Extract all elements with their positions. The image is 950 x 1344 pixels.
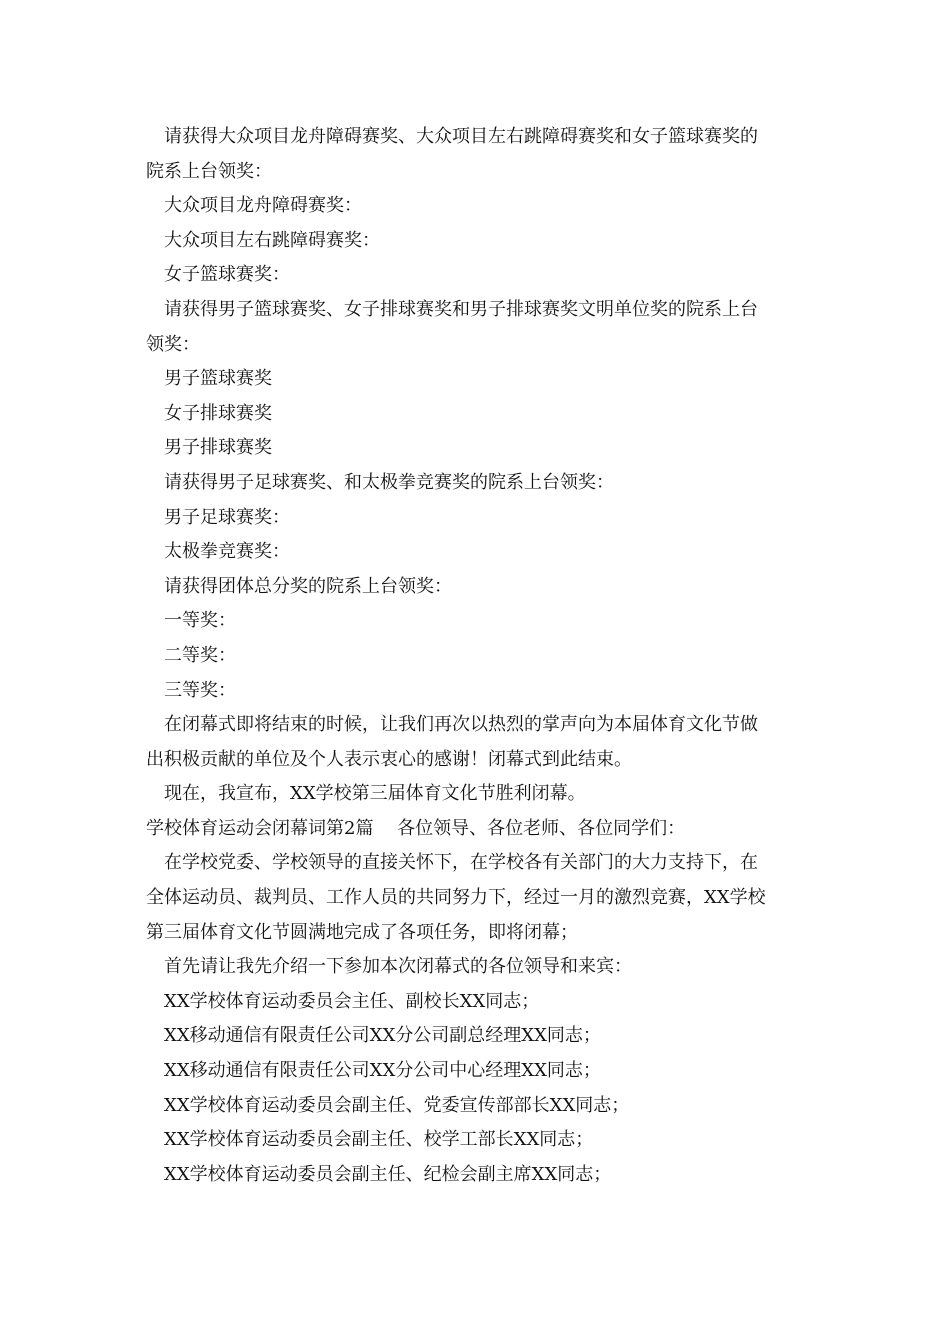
text-line: 第三届体育文化节圆满地完成了各项任务，即将闭幕； (146, 921, 578, 943)
text-line: 女子篮球赛奖： (164, 264, 290, 286)
text-line: 在闭幕式即将结束的时候，让我们再次以热烈的掌声向为本届体育文化节做 (164, 714, 758, 736)
text-line: XX移动通信有限责任公司XX分公司中心经理XX同志； (164, 1060, 601, 1082)
text-line: 大众项目左右跳障碍赛奖： (164, 229, 380, 251)
text-line: 领奖： (146, 333, 200, 355)
text-line: 学校体育运动会闭幕词第2篇 各位领导、各位老师、各位同学们： (146, 817, 686, 839)
text-line: 男子足球赛奖： (164, 506, 290, 528)
text-line: 三等奖： (164, 679, 236, 701)
text-line: 院系上台领奖： (146, 160, 272, 182)
text-line: XX学校体育运动委员会副主任、党委宣传部部长XX同志； (164, 1094, 630, 1116)
text-line: XX移动通信有限责任公司XX分公司副总经理XX同志； (164, 1025, 601, 1047)
text-line: 请获得团体总分奖的院系上台领奖： (164, 575, 452, 597)
text-line: XX学校体育运动委员会主任、副校长XX同志； (164, 990, 540, 1012)
text-line: XX学校体育运动委员会副主任、校学工部长XX同志； (164, 1129, 594, 1151)
text-line: 一等奖： (164, 610, 236, 632)
text-line: 请获得大众项目龙舟障碍赛奖、大众项目左右跳障碍赛奖和女子篮球赛奖的 (164, 126, 758, 147)
text-line: 男子排球赛奖 (164, 437, 272, 459)
text-line: 请获得男子足球赛奖、和太极拳竞赛奖的院系上台领奖： (164, 471, 614, 493)
text-line: 首先请让我先介绍一下参加本次闭幕式的各位领导和来宾： (164, 956, 632, 978)
text-line: 请获得男子篮球赛奖、女子排球赛奖和男子排球赛奖文明单位奖的院系上台 (164, 298, 758, 320)
document-body (146, 120, 806, 1192)
text-line: XX学校体育运动委员会副主任、纪检会副主席XX同志； (164, 1163, 612, 1185)
text-line: 全体运动员、裁判员、工作人员的共同努力下，经过一月的激烈竞赛，XX学校 (146, 887, 766, 909)
text-line: 大众项目龙舟障碍赛奖： (164, 195, 362, 217)
text-line: 在学校党委、学校领导的直接关怀下，在学校各有关部门的大力支持下，在 (164, 852, 758, 874)
text-line: 男子篮球赛奖 (164, 368, 272, 390)
text-line: 太极拳竞赛奖： (164, 541, 290, 563)
text-line: 现在，我宣布，XX学校第三届体育文化节胜利闭幕。 (164, 783, 586, 805)
text-line: 二等奖： (164, 644, 236, 666)
text-line: 出积极贡献的单位及个人表示衷心的感谢！闭幕式到此结束。 (146, 748, 632, 770)
text-line: 女子排球赛奖 (164, 402, 272, 424)
